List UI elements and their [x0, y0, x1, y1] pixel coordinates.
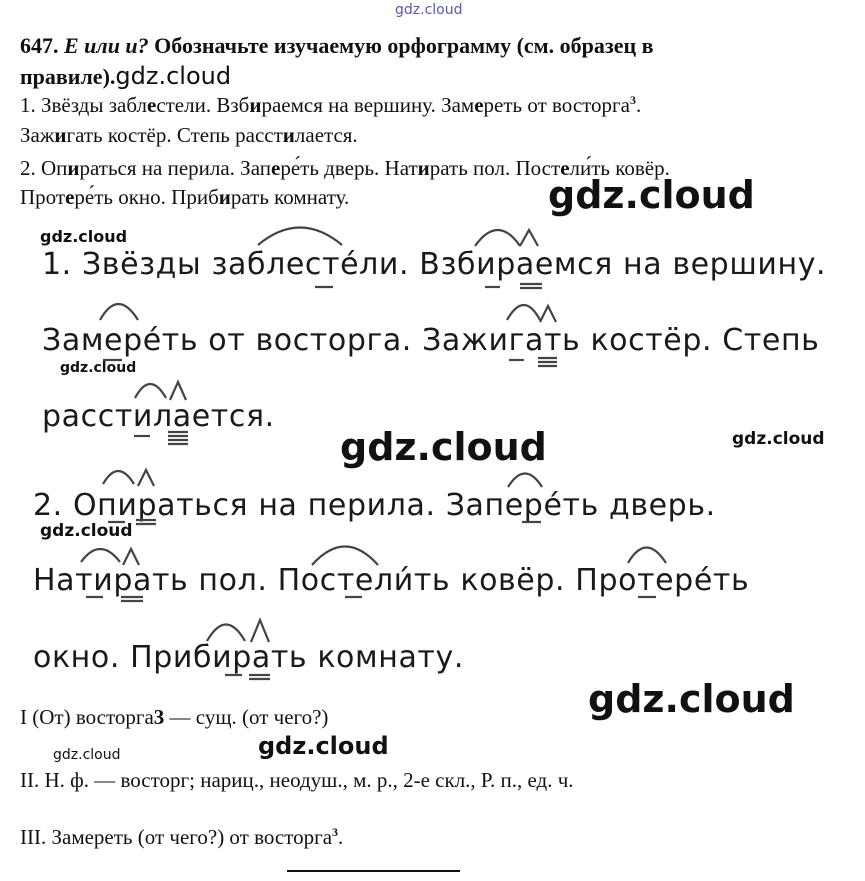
task-number: 647. [20, 33, 59, 58]
root-arc [103, 471, 134, 484]
handwritten-line-3: расстилается. [42, 399, 275, 434]
handwritten-line-4: 2. Опираться на перила. Запере́ть дверь. [33, 488, 716, 523]
exercise-line-1: 1. Звёзды заблестели. Взбираемся на вершину. Замереть от восторга$^3$. [20, 93, 642, 117]
task-heading [20, 30, 654, 92]
watermark-center-big: gdz.cloud [340, 425, 547, 469]
watermark-right-small: gdz.cloud [732, 429, 825, 449]
handwritten-line-1: 1. Звёзды заблесте́ли. Взбираемся на вершину. [42, 247, 827, 282]
exercise-line-3: 2. Опираться на перила. Запере́ть дверь. Натирать пол. Постели́ть ковёр. [20, 156, 670, 180]
suffix-caret [138, 470, 154, 486]
watermark-left-small-3: gdz.cloud [40, 521, 133, 541]
handwritten-line-6: окно. Прибирать комнату. [33, 640, 465, 675]
suffix-caret [540, 306, 556, 322]
root-arc [475, 230, 520, 246]
suffix-caret [251, 620, 269, 642]
watermark-left-small-1: gdz.cloud [40, 227, 128, 246]
root-arc [207, 625, 245, 642]
root-arc [508, 474, 542, 488]
handwritten-line-5: Натирать пол. Постели́ть ковёр. Протере́ть [33, 563, 750, 598]
watermark-title-inline: gdz.cloud [115, 62, 232, 90]
watermark-right-big: gdz.cloud [588, 677, 795, 721]
suffix-caret [520, 230, 538, 246]
root-arc [100, 304, 138, 320]
analysis-line-3: III. Замереть (от чего?) от восторга$^3$. [20, 825, 344, 849]
exercise-line-4: Протере́ть окно. Прибирать комнату. [20, 185, 350, 209]
watermark-center-mid: gdz.cloud [258, 732, 389, 760]
task-instruction-line1: Обозначьте изучаемую орфограмму (см. образец в [154, 33, 654, 58]
bottom-rule [287, 870, 460, 872]
task-letters: Е или и? [64, 33, 149, 58]
analysis-line-2: II. Н. ф. — восторг; нариц., неодуш., м. р., 2-е скл., Р. п., ед. ч. [20, 768, 574, 792]
watermark-top: gdz.cloud [395, 2, 463, 18]
handwritten-line-2: Замере́ть от восторга. Зажигать костёр. Степь [42, 323, 820, 358]
root-arc [258, 228, 342, 246]
task-instruction-line2: правиле). [20, 64, 116, 89]
suffix-caret [170, 382, 186, 400]
root-arc [135, 384, 166, 398]
exercise-line-2: Зажигать костёр. Степь расстилается. [20, 123, 358, 147]
watermark-left-small-4: gdz.cloud [53, 747, 121, 763]
root-arc [507, 305, 540, 320]
root-arc [81, 549, 120, 562]
root-arc [628, 548, 666, 564]
analysis-line-1: I (От) восторга3 — сущ. (от чего?) [20, 705, 329, 729]
watermark-left-small-2: gdz.cloud [60, 360, 137, 376]
watermark-mid-big: gdz.cloud [548, 173, 755, 217]
